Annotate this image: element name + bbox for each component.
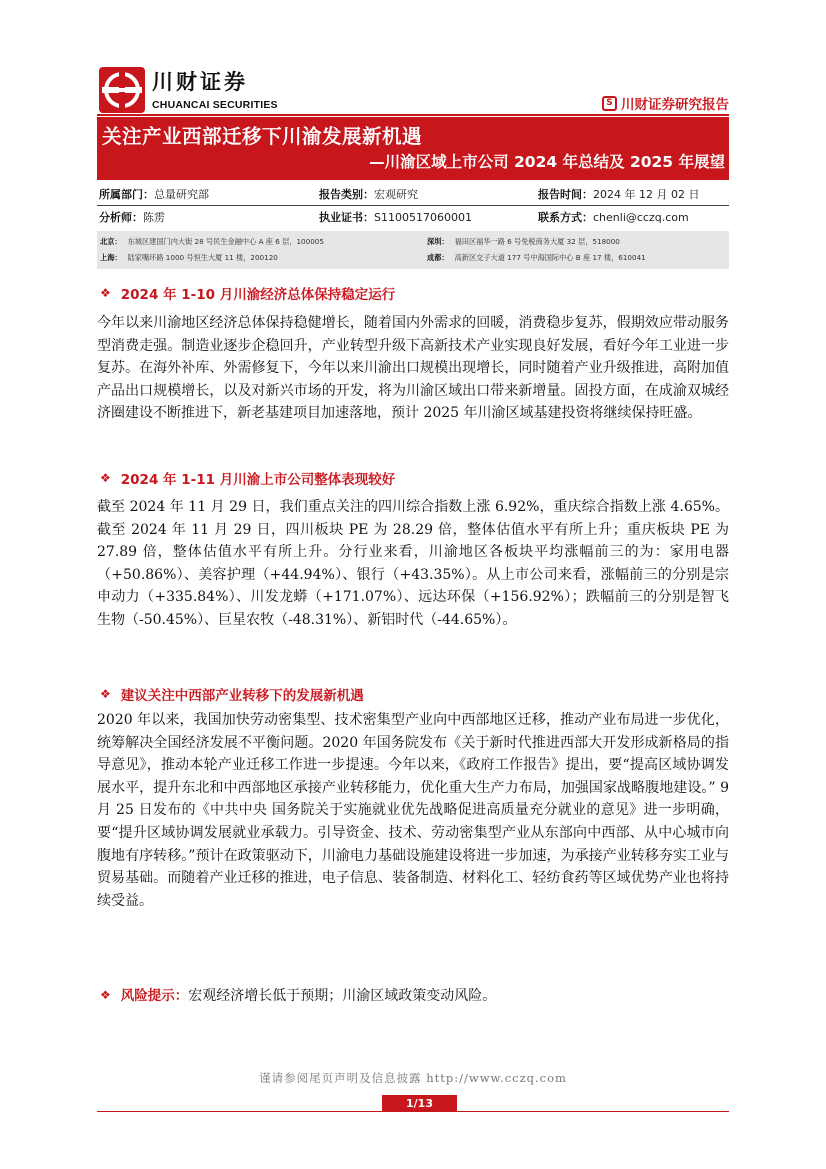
report-meta [97, 181, 729, 231]
section-heading-text: 建议关注中西部产业转移下的发展新机遇 [120, 688, 364, 704]
shenzhen-label: 深圳： [427, 237, 449, 246]
diamond-bullet-icon: ❖ [100, 987, 111, 1002]
cert-label: 执业证书： [319, 211, 374, 224]
company-name-cn: 川财证券 [152, 70, 248, 94]
diamond-bullet-icon: ❖ [100, 471, 111, 485]
meta-divider [97, 205, 729, 206]
risk-note [100, 984, 496, 1005]
title-banner [97, 117, 729, 180]
report-subtitle: —川渝区域上市公司 2024 年总结及 2025 年展望 [369, 153, 725, 171]
section-heading-text: 2024 年 1-10 月川渝经济总体保持稳定运行 [120, 287, 396, 303]
type-value: 宏观研究 [374, 188, 418, 201]
chengdu-label: 成都： [427, 253, 449, 262]
contact-email-link[interactable]: chenli@cczq.com [593, 211, 689, 224]
header-divider [97, 114, 729, 116]
section-heading [100, 283, 395, 303]
risk-label: 风险提示： [120, 988, 189, 1004]
report-tag-label: 川财证券研究报告 [621, 97, 729, 113]
section-heading [100, 468, 395, 488]
section-body: 今年以来川渝地区经济总体保持稳健增长，随着国内外需求的回暖，消费稳步复苏，假期效应带动服务型消费走强。制造业逐步企稳回升，产业转型升级下高新技术产业实现良好发展，看好今年工业进一步复苏。在海外补库、外需修复下，今年以来川渝出口规模出现增长，同时随着产业升级推进，高附加值产品出口规模增长，以及对新兴市场的开发，将为川渝区域出口带来新增量。固投方面，在成渝双城经济圈建设不断推进下，新老基建项目加速落地，预计 2025 年川渝区域基建投资将继续保持旺盛。 [97, 315, 729, 422]
page-number: 1/13 [382, 1095, 457, 1112]
diamond-bullet-icon: ❖ [100, 286, 111, 300]
shanghai-address: 陆家嘴环路 1000 号恒生大厦 11 楼，200120 [127, 253, 278, 262]
analyst-label: 分析师： [99, 211, 143, 224]
contact-label: 联系方式： [538, 211, 593, 224]
report-tag [602, 93, 729, 113]
dept-label: 所属部门： [99, 188, 154, 201]
report-title: 关注产业西部迁移下川渝发展新机遇 [102, 125, 423, 148]
section-body: 截至 2024 年 11 月 29 日，我们重点关注的四川综合指数上涨 6.92%，重庆综合指数上涨 4.65%。截至 2024 年 11 月 29 日，四川板块 PE 为 28.29 倍，整体估值水平有所上升；重庆板块 PE 为 27.89 倍，整体估值水平有所上升。分行业来看，川渝地区各板块平均涨幅前三的为：家用电器（+50.86%）、美容护理（+44.94%）、银行（+43.35%）。从上市公司来看，涨幅前三的分别是宗申动力（+335.84%）、川发龙蟒（+171.07%）、远达环保（+156.92%）；跌幅前三的分别是智飞生物（-50.45%）、巨星农牧（-48.31%）、新铝时代（-44.65%）。 [97, 499, 729, 628]
dept-value: 总量研究部 [154, 188, 209, 201]
analyst-value: 陈雳 [143, 211, 165, 224]
shanghai-label: 上海： [100, 253, 122, 262]
report-tag-icon: S [602, 96, 617, 111]
footer-divider [97, 1111, 729, 1112]
time-label: 报告时间： [538, 188, 593, 201]
cert-value: S1100517060001 [374, 211, 472, 224]
footer-disclaimer-link[interactable]: 谨请参阅尾页声明及信息披露 http://www.cczq.com [259, 1071, 567, 1085]
beijing-address: 东城区建国门内大街 28 号民生金融中心 A 座 6 层，100005 [127, 237, 324, 246]
section-heading [100, 684, 364, 704]
company-name-en: CHUANCAI SECURITIES [152, 99, 278, 111]
section-heading-text: 2024 年 1-11 月川渝上市公司整体表现较好 [120, 472, 396, 488]
beijing-label: 北京： [100, 237, 122, 246]
address-bar [97, 231, 729, 269]
section-body: 2020 年以来，我国加快劳动密集型、技术密集型产业向中西部地区迁移，推动产业布局进一步优化，统筹解决全国经济发展不平衡问题。2020 年国务院发布《关于新时代推进西部大开发形成新格局的指导意见》，推动本轮产业迁移工作进一步提速。今年以来，《政府工作报告》提出，要“提高区域协调发展水平，提升东北和中西部地区承接产业转移能力，优化重大生产力布局，加强国家战略腹地建设。” 9 月 25 日发布的《中共中央 国务院关于实施就业优先战略促进高质量充分就业的意见》进一步明确，要“提升区域协调发展就业承载力。引导资金、技术、劳动密集型产业从东部向中西部、从中心城市向腹地有序转移。”预计在政策驱动下，川渝电力基础设施建设将进一步加速，为承接产业转移夯实工业与贸易基础。而随着产业迁移的推进，电子信息、装备制造、材料化工、轻纺食药等区域优势产业也将持续受益。 [97, 712, 729, 909]
type-label: 报告类别： [319, 188, 374, 201]
risk-text: 宏观经济增长低于预期；川渝区域政策变动风险。 [188, 988, 497, 1004]
chengdu-address: 高新区交子大道 177 号中海国际中心 B 座 17 楼，610041 [454, 253, 646, 262]
shenzhen-address: 福田区福华一路 6 号免税商务大厦 32 层，518000 [454, 237, 620, 246]
diamond-bullet-icon: ❖ [100, 687, 111, 701]
time-value: 2024 年 12 月 02 日 [593, 188, 700, 201]
logo-mark-icon [99, 67, 145, 113]
